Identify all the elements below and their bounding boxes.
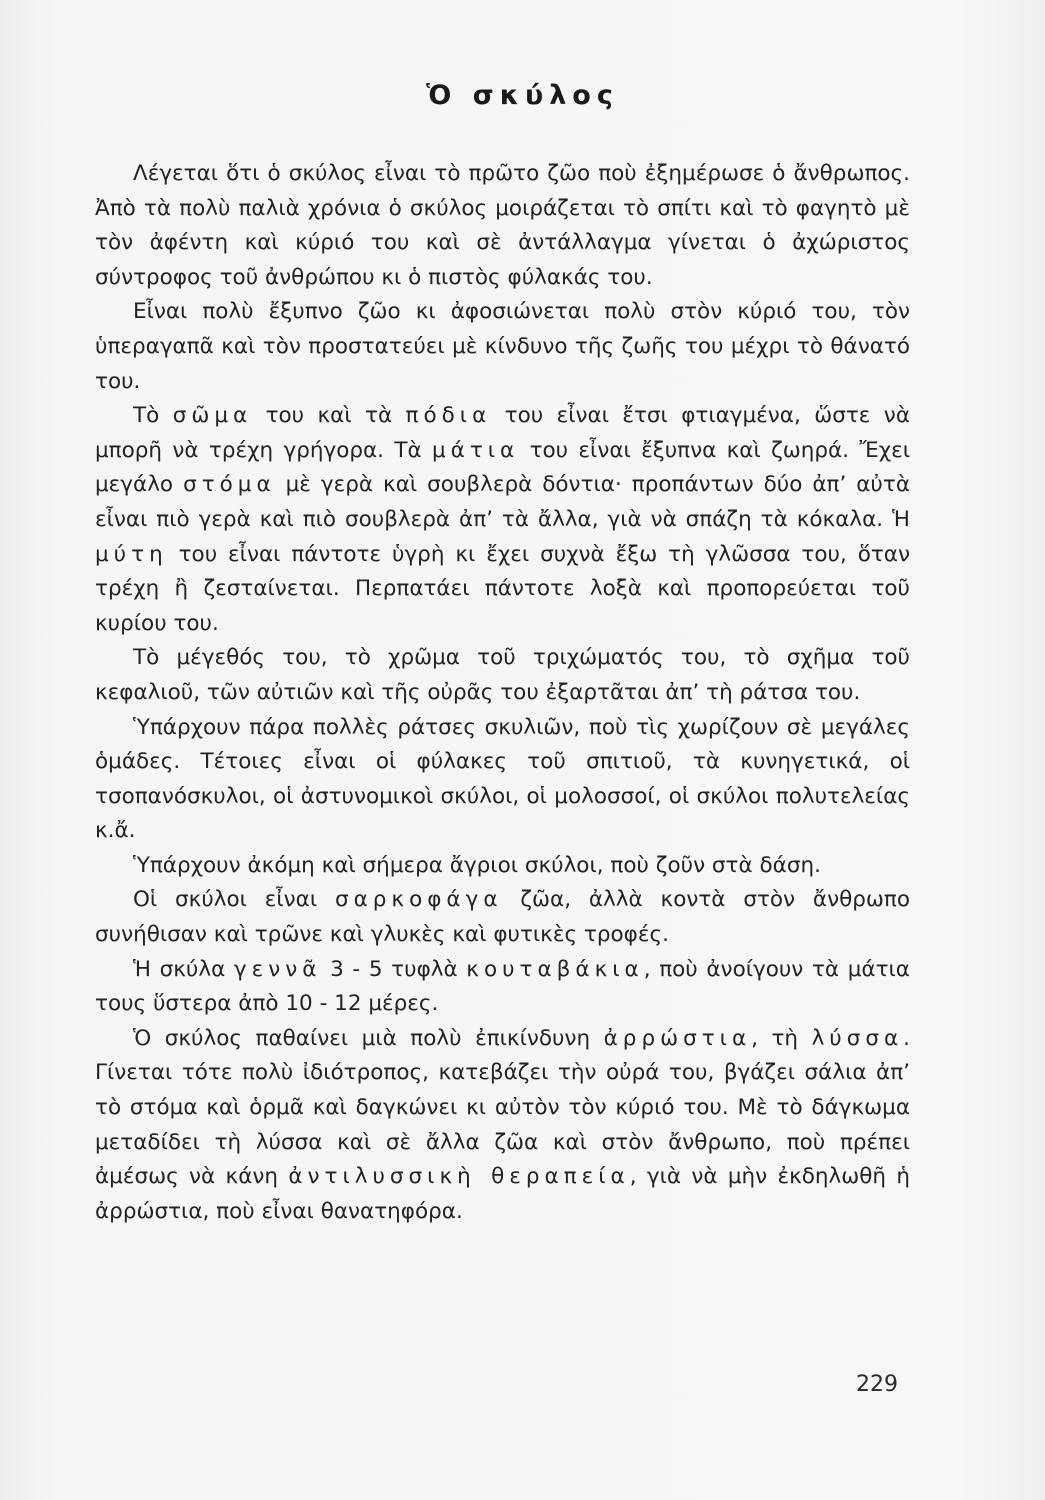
paragraph (95, 157, 910, 295)
text-run: Ἡ σκύλα (133, 956, 234, 982)
emphasized-term: στόμα (183, 472, 276, 498)
text-run: του καὶ τὰ (252, 403, 406, 429)
text-run: Τὸ (133, 403, 173, 429)
text-run: , τὴ (751, 1025, 812, 1051)
emphasized-term: ἀρρώστια (603, 1025, 752, 1051)
text-run: Ὁ σκύλος παθαίνει μιὰ πολὺ ἐπικίνδυνη (133, 1025, 604, 1051)
chapter-title: Ὁ σκύλος (426, 80, 619, 111)
emphasized-term: σαρκοφάγα (334, 887, 503, 913)
text-run: Τὸ μέγεθός του, τὸ χρῶμα τοῦ τριχώματός του, τὸ σχῆμα τοῦ κεφαλιοῦ, τῶν αὐτιῶν καὶ τῆς οὐρᾶς του ἐξαρτᾶται ἀπ’ τὴ ράτσα του. (95, 645, 910, 705)
paragraph (95, 1022, 910, 1230)
emphasized-term: γεννᾶ (233, 956, 322, 982)
text-run: του εἶναι ἔξυπνα καὶ ζωηρά. Ἔχει μεγάλο (95, 437, 911, 498)
text-run: μὲ γερὰ καὶ σουβλερὰ δόντια· προπάντων δύο ἀπ’ αὐτὰ εἶναι πιὸ γερὰ καὶ πιὸ σουβλερὰ ἀπ’ τὰ ἄλλα, γιὰ νὰ σπάζη τὰ κόκαλα. Ἡ (95, 472, 910, 532)
text-run: Ὑπάρχουν ἀκόμη καὶ σήμερα ἄγριοι σκύλοι, ποὺ ζοῦν στὰ δάση. (133, 852, 821, 878)
text-run: του εἶναι πάντοτε ὑγρὴ κι ἔχει συχνὰ ἔξω τὴ γλῶσσα του, ὅταν τρέχη ἢ ζεσταίνεται. Περπατάει πάντοτε λοξὰ καὶ προπορεύεται τοῦ κυρίου του. (95, 541, 910, 636)
emphasized-term: ἀντιλυσσικὴ θεραπεία (288, 1164, 630, 1190)
emphasized-term: σῶμα (172, 403, 253, 429)
emphasized-term: μάτια (431, 437, 520, 463)
paragraph (95, 295, 910, 399)
emphasized-term: λύσσα (811, 1025, 904, 1051)
paragraph (95, 883, 910, 952)
text-run: 3 - 5 τυφλὰ (321, 956, 467, 982)
text-run: Οἱ σκύλοι εἶναι (133, 887, 335, 913)
paragraph (95, 641, 910, 710)
text-run: , γιὰ νὰ μὴν ἐκδηλωθῆ ἡ ἀρρώστια, ποὺ εἶναι θανατηφόρα. (95, 1164, 910, 1224)
text-run: . Γίνεται τότε πολὺ ἰδιότροπος, κατεβάζει τὴν οὐρά του, βγάζει σάλια ἀπ’ τὸ στόμα καὶ ὁρμᾶ καὶ δαγκώνει κι αὐτὸν τὸν κύριό του. Μὲ τὸ δάγκωμα μεταδίδει τὴ λύσσα καὶ σὲ ἄλλα ζῶα καὶ στὸν ἄνθρωπο, ποὺ πρέπει ἀμέσως νὰ κάνη (95, 1025, 911, 1190)
paragraph (95, 849, 910, 884)
emphasized-term: κουταβάκια (466, 956, 644, 982)
text-run: του εἶναι ἔτσι φτιαγμένα, ὥστε νὰ μπορῆ νὰ τρέχη γρήγορα. Τὰ (95, 403, 910, 463)
emphasized-term: μύτη (95, 541, 168, 567)
text-run: Λέγεται ὅτι ὁ σκύλος εἶναι τὸ πρῶτο ζῶο ποὺ ἐξημέρωσε ὁ ἄνθρωπος. Ἀπὸ τὰ πολὺ παλιὰ χρόνια ὁ σκύλος μοιράζεται τὸ σπίτι καὶ τὸ φαγητὸ μὲ τὸν ἀφέντη καὶ κύριό του καὶ σὲ ἀντάλλαγμα γίνεται ὁ ἀχώριστος σύντροφος τοῦ ἀνθρώπου κι ὁ πιστὸς φύλακάς του. (95, 161, 910, 290)
emphasized-term: πόδια (405, 403, 492, 429)
text-run: Εἶναι πολὺ ἔξυπνο ζῶο κι ἀφοσιώνεται πολὺ στὸν κύριό του, τὸν ὑπεραγαπᾶ καὶ τὸν προστατεύει μὲ κίνδυνο τῆς ζωῆς του μέχρι τὸ θάνατό του. (95, 299, 910, 394)
text-run: Ὑπάρχουν πάρα πολλὲς ράτσες σκυλιῶν, ποὺ τὶς χωρίζουν σὲ μεγάλες ὁμάδες. Τέτοιες εἶναι οἱ φύλακες τοῦ σπιτιοῦ, τὰ κυνηγετικά, οἱ τσοπανόσκυλοι, οἱ ἀστυνομικοὶ σκύλοι, οἱ μολοσσοί, οἱ σκύλοι πολυτελείας κ.ἄ. (95, 714, 910, 844)
paragraph (95, 399, 910, 641)
text-run: ζῶα, ἀλλὰ κοντὰ στὸν ἄνθρωπο συνήθισαν καὶ τρῶνε καὶ γλυκὲς καὶ φυτικὲς τροφές. (95, 887, 910, 948)
paragraph (95, 953, 910, 1022)
page-number: 229 (856, 1372, 898, 1397)
text-run: , ποὺ ἀνοίγουν τὰ μάτια τους ὕστερα ἀπὸ 10 - 12 μέρες. (95, 956, 910, 1017)
body-text (95, 157, 910, 1229)
paragraph (95, 711, 910, 849)
